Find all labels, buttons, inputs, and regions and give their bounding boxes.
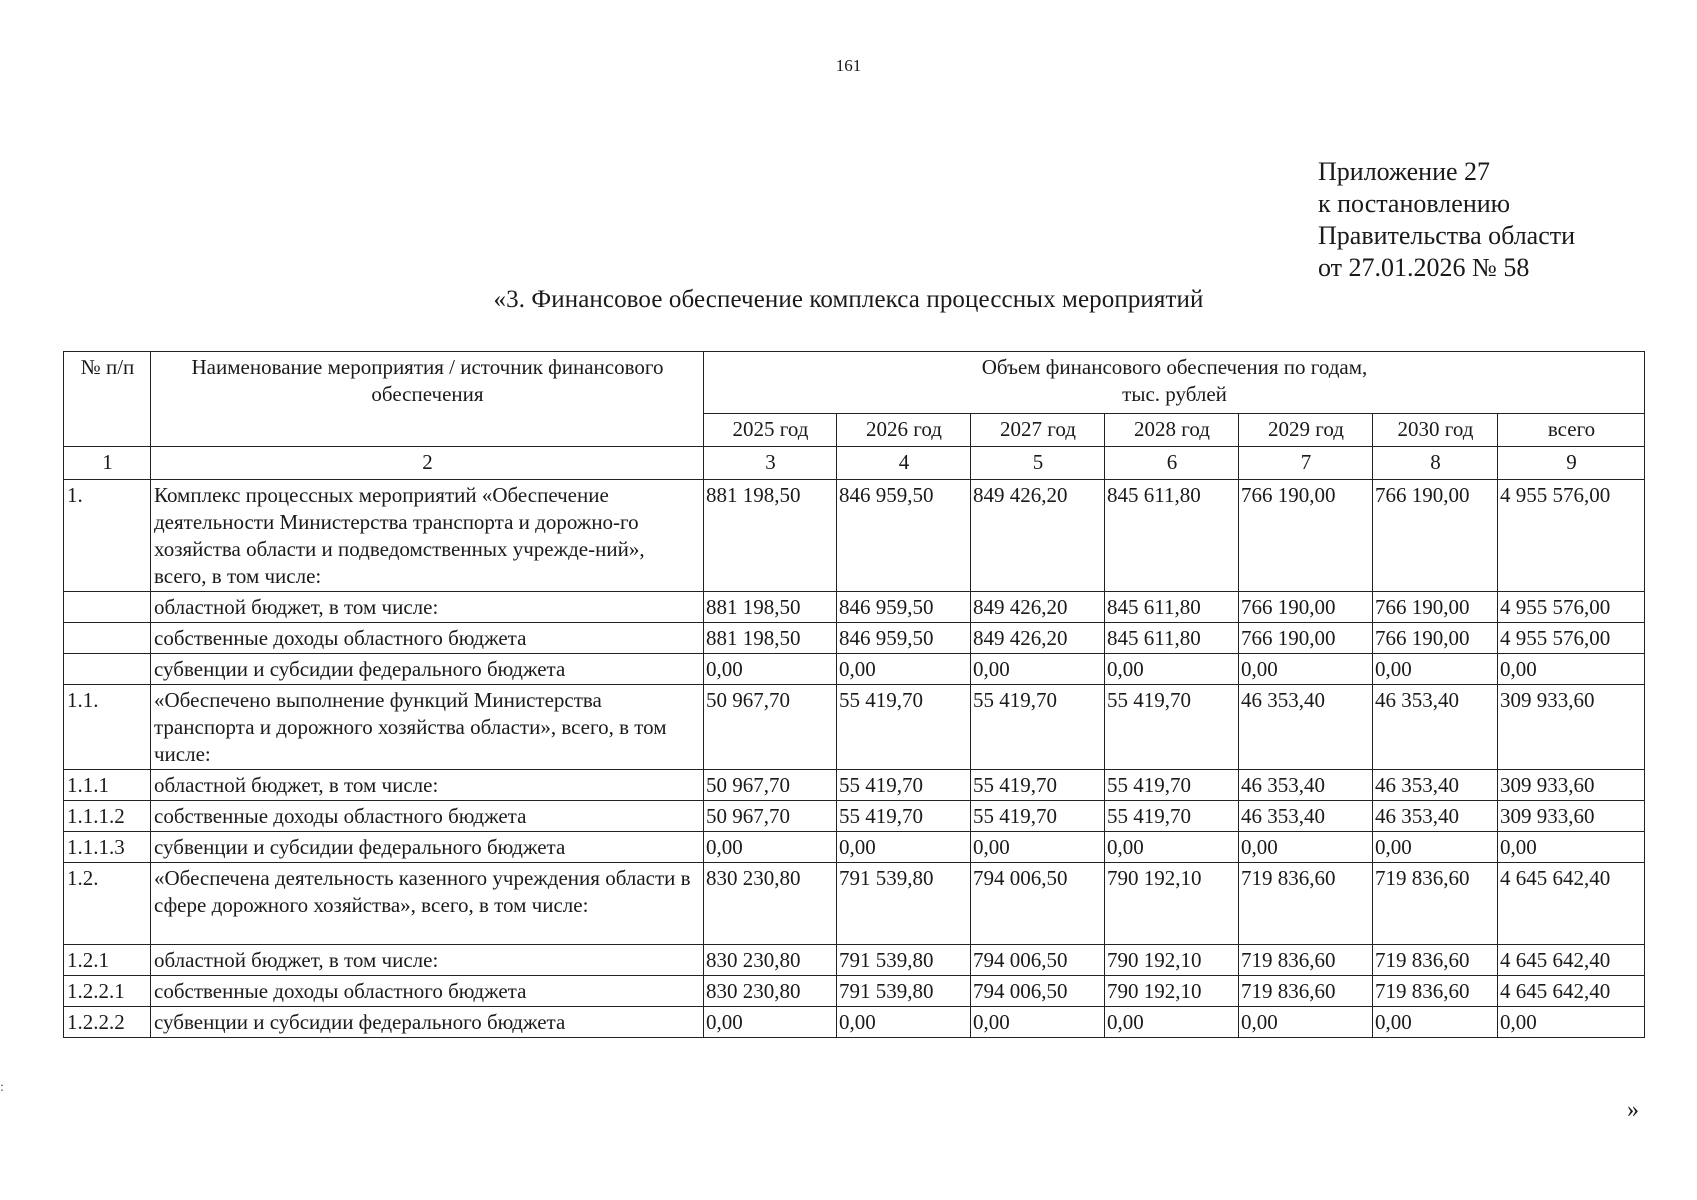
table-row xyxy=(64,592,1645,623)
row-number xyxy=(64,623,151,654)
column-number: 7 xyxy=(1239,447,1373,480)
row-total-value: 0,00 xyxy=(1498,1007,1645,1038)
row-number: 1.1.1.2 xyxy=(64,801,151,832)
row-year-value: 766 190,00 xyxy=(1373,623,1498,654)
table-row xyxy=(64,480,1645,592)
row-year-value: 791 539,80 xyxy=(837,976,971,1007)
row-year-value: 46 353,40 xyxy=(1239,801,1373,832)
row-year-value: 46 353,40 xyxy=(1239,685,1373,770)
row-year-value: 845 611,80 xyxy=(1105,592,1239,623)
row-year-value: 55 419,70 xyxy=(1105,801,1239,832)
row-year-value: 766 190,00 xyxy=(1239,480,1373,592)
row-year-value: 766 190,00 xyxy=(1239,592,1373,623)
row-name: областной бюджет, в том числе: xyxy=(151,770,704,801)
table-row xyxy=(64,801,1645,832)
row-total-value: 309 933,60 xyxy=(1498,685,1645,770)
header-year: 2028 год xyxy=(1105,414,1239,447)
row-year-value: 881 198,50 xyxy=(704,623,837,654)
row-total-value: 4 955 576,00 xyxy=(1498,480,1645,592)
row-year-value: 0,00 xyxy=(971,654,1105,685)
row-name: собственные доходы областного бюджета xyxy=(151,801,704,832)
row-total-value: 0,00 xyxy=(1498,832,1645,863)
appendix-block xyxy=(1318,156,1575,284)
row-year-value: 46 353,40 xyxy=(1373,801,1498,832)
row-year-value: 849 426,20 xyxy=(971,480,1105,592)
row-year-value: 0,00 xyxy=(1373,1007,1498,1038)
row-name: областной бюджет, в том числе: xyxy=(151,592,704,623)
row-year-value: 791 539,80 xyxy=(837,945,971,976)
row-number: 1.2. xyxy=(64,863,151,945)
row-year-value: 55 419,70 xyxy=(1105,685,1239,770)
row-number: 1.1.1 xyxy=(64,770,151,801)
row-year-value: 55 419,70 xyxy=(971,685,1105,770)
row-total-value: 309 933,60 xyxy=(1498,770,1645,801)
row-number xyxy=(64,592,151,623)
row-year-value: 830 230,80 xyxy=(704,945,837,976)
row-total-value: 4 645 642,40 xyxy=(1498,945,1645,976)
table-row xyxy=(64,685,1645,770)
column-number: 4 xyxy=(837,447,971,480)
row-year-value: 849 426,20 xyxy=(971,623,1105,654)
row-year-value: 830 230,80 xyxy=(704,863,837,945)
row-total-value: 4 645 642,40 xyxy=(1498,976,1645,1007)
row-total-value: 309 933,60 xyxy=(1498,801,1645,832)
row-year-value: 0,00 xyxy=(1239,1007,1373,1038)
row-year-value: 0,00 xyxy=(1105,832,1239,863)
row-total-value: 4 645 642,40 xyxy=(1498,863,1645,945)
row-year-value: 46 353,40 xyxy=(1373,770,1498,801)
row-year-value: 794 006,50 xyxy=(971,863,1105,945)
row-name: субвенции и субсидии федерального бюджета xyxy=(151,654,704,685)
row-year-value: 719 836,60 xyxy=(1373,945,1498,976)
row-total-value: 0,00 xyxy=(1498,654,1645,685)
header-volume xyxy=(704,352,1645,414)
header-num-col: № п/п xyxy=(64,352,151,447)
financing-table xyxy=(63,351,1645,1038)
appendix-line-4: от 27.01.2026 № 58 xyxy=(1318,253,1530,282)
row-year-value: 881 198,50 xyxy=(704,480,837,592)
row-year-value: 55 419,70 xyxy=(971,770,1105,801)
row-year-value: 881 198,50 xyxy=(704,592,837,623)
row-year-value: 46 353,40 xyxy=(1239,770,1373,801)
row-number: 1.2.1 xyxy=(64,945,151,976)
header-volume-line-1: Объем финансового обеспечения по годам, xyxy=(981,355,1368,379)
row-year-value: 846 959,50 xyxy=(837,623,971,654)
row-year-value: 719 836,60 xyxy=(1239,863,1373,945)
row-year-value: 55 419,70 xyxy=(837,685,971,770)
row-year-value: 0,00 xyxy=(1105,654,1239,685)
table-row xyxy=(64,1007,1645,1038)
row-year-value: 0,00 xyxy=(1105,1007,1239,1038)
row-year-value: 0,00 xyxy=(971,1007,1105,1038)
header-year: 2025 год xyxy=(704,414,837,447)
row-year-value: 0,00 xyxy=(704,832,837,863)
row-year-value: 0,00 xyxy=(1239,654,1373,685)
row-year-value: 50 967,70 xyxy=(704,770,837,801)
row-total-value: 4 955 576,00 xyxy=(1498,623,1645,654)
row-year-value: 846 959,50 xyxy=(837,592,971,623)
header-year: 2030 год xyxy=(1373,414,1498,447)
appendix-line-1: Приложение 27 xyxy=(1318,157,1491,186)
row-name: собственные доходы областного бюджета xyxy=(151,623,704,654)
row-number xyxy=(64,654,151,685)
row-year-value: 0,00 xyxy=(837,654,971,685)
row-year-value: 0,00 xyxy=(1373,654,1498,685)
column-number: 3 xyxy=(704,447,837,480)
row-number: 1. xyxy=(64,480,151,592)
row-year-value: 790 192,10 xyxy=(1105,945,1239,976)
header-name-col: Наименование мероприятия / источник финансового обеспечения xyxy=(151,352,704,447)
row-year-value: 766 190,00 xyxy=(1373,480,1498,592)
column-number: 5 xyxy=(971,447,1105,480)
row-name: субвенции и субсидии федерального бюджета xyxy=(151,1007,704,1038)
row-year-value: 791 539,80 xyxy=(837,863,971,945)
table-row xyxy=(64,976,1645,1007)
row-year-value: 719 836,60 xyxy=(1239,976,1373,1007)
row-name: собственные доходы областного бюджета xyxy=(151,976,704,1007)
row-total-value: 4 955 576,00 xyxy=(1498,592,1645,623)
row-year-value: 50 967,70 xyxy=(704,801,837,832)
table-row xyxy=(64,654,1645,685)
row-year-value: 0,00 xyxy=(971,832,1105,863)
column-number: 8 xyxy=(1373,447,1498,480)
row-name: «Обеспечено выполнение функций Министерства транспорта и дорожного хозяйства области», всего, в том числе: xyxy=(151,685,704,770)
row-number: 1.2.2.1 xyxy=(64,976,151,1007)
edge-mark: : xyxy=(0,1080,4,1095)
row-year-value: 719 836,60 xyxy=(1373,976,1498,1007)
header-year: 2029 год xyxy=(1239,414,1373,447)
row-year-value: 766 190,00 xyxy=(1373,592,1498,623)
page-number: 161 xyxy=(835,56,862,75)
row-number: 1.1. xyxy=(64,685,151,770)
row-year-value: 790 192,10 xyxy=(1105,976,1239,1007)
row-year-value: 849 426,20 xyxy=(971,592,1105,623)
row-year-value: 0,00 xyxy=(704,1007,837,1038)
row-year-value: 55 419,70 xyxy=(837,770,971,801)
row-year-value: 0,00 xyxy=(837,1007,971,1038)
row-year-value: 0,00 xyxy=(1239,832,1373,863)
table-row xyxy=(64,863,1645,945)
header-year: 2027 год xyxy=(971,414,1105,447)
table-row xyxy=(64,623,1645,654)
table-row xyxy=(64,945,1645,976)
column-number: 2 xyxy=(151,447,704,480)
appendix-line-2: к постановлению xyxy=(1318,189,1511,218)
row-year-value: 766 190,00 xyxy=(1239,623,1373,654)
table-body xyxy=(64,480,1645,1038)
row-year-value: 794 006,50 xyxy=(971,976,1105,1007)
document-title: «3. Финансовое обеспечение комплекса процессных мероприятий xyxy=(493,286,1204,313)
row-name: Комплекс процессных мероприятий «Обеспечение деятельности Министерства транспорта и дорожно-го хозяйства области и подведомственных учрежде-ний», всего, в том числе: xyxy=(151,480,704,592)
table-row xyxy=(64,770,1645,801)
row-name: «Обеспечена деятельность казенного учреждения области в сфере дорожного хозяйства», всего, в том числе: xyxy=(151,863,704,945)
row-year-value: 0,00 xyxy=(837,832,971,863)
row-year-value: 719 836,60 xyxy=(1373,863,1498,945)
header-year: 2026 год xyxy=(837,414,971,447)
closing-quote: » xyxy=(1627,1097,1639,1123)
header-volume-line-2: тыс. рублей xyxy=(1122,382,1227,406)
row-year-value: 50 967,70 xyxy=(704,685,837,770)
row-year-value: 794 006,50 xyxy=(971,945,1105,976)
row-year-value: 719 836,60 xyxy=(1239,945,1373,976)
row-year-value: 55 419,70 xyxy=(1105,770,1239,801)
row-year-value: 845 611,80 xyxy=(1105,480,1239,592)
row-year-value: 55 419,70 xyxy=(837,801,971,832)
row-year-value: 0,00 xyxy=(704,654,837,685)
appendix-line-3: Правительства области xyxy=(1318,221,1576,250)
row-number: 1.2.2.2 xyxy=(64,1007,151,1038)
row-year-value: 0,00 xyxy=(1373,832,1498,863)
row-year-value: 46 353,40 xyxy=(1373,685,1498,770)
row-year-value: 790 192,10 xyxy=(1105,863,1239,945)
row-year-value: 845 611,80 xyxy=(1105,623,1239,654)
row-name: областной бюджет, в том числе: xyxy=(151,945,704,976)
column-number: 6 xyxy=(1105,447,1239,480)
table-row xyxy=(64,832,1645,863)
row-year-value: 846 959,50 xyxy=(837,480,971,592)
row-year-value: 830 230,80 xyxy=(704,976,837,1007)
header-total: всего xyxy=(1498,414,1645,447)
row-year-value: 55 419,70 xyxy=(971,801,1105,832)
column-number: 1 xyxy=(64,447,151,480)
column-numbers-row xyxy=(64,447,1645,480)
row-name: субвенции и субсидии федерального бюджета xyxy=(151,832,704,863)
row-number: 1.1.1.3 xyxy=(64,832,151,863)
column-number: 9 xyxy=(1498,447,1645,480)
